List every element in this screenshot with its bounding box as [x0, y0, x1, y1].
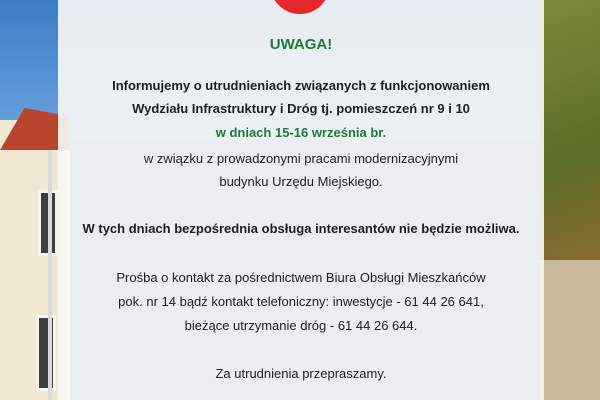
- notice-title: UWAGA!: [269, 36, 333, 53]
- date-line: w dniach 15-16 września br.: [215, 125, 387, 140]
- building-window: [36, 315, 56, 391]
- contact-line-1: Prośba o kontakt za pośrednictwem Biura Obsługi Mieszkańców: [116, 270, 486, 285]
- contact-line-3: bieżące utrzymanie dróg - 61 44 26 644.: [184, 318, 418, 333]
- notice-panel: [58, 0, 544, 400]
- contact-line-2: pok. nr 14 bądź kontakt telefoniczny: inwestycje - 61 44 26 641,: [118, 294, 484, 309]
- reason-line-1: w związku z prowadzonymi pracami modernizacyjnymi: [143, 151, 459, 166]
- apology-line: Za utrudnienia przepraszamy.: [215, 366, 387, 381]
- intro-line-1: Informujemy o utrudnieniach związanych z funkcjonowaniem: [112, 78, 490, 93]
- warning-line: W tych dniach bezpośrednia obsługa interesantów nie będzie możliwa.: [82, 221, 520, 236]
- lamp-pole: [48, 150, 52, 400]
- intro-line-2: Wydziału Infrastruktury i Dróg tj. pomieszczeń nr 9 i 10: [132, 101, 470, 116]
- right-building: [540, 260, 600, 400]
- reason-line-2: budynku Urzędu Miejskiego.: [219, 174, 383, 189]
